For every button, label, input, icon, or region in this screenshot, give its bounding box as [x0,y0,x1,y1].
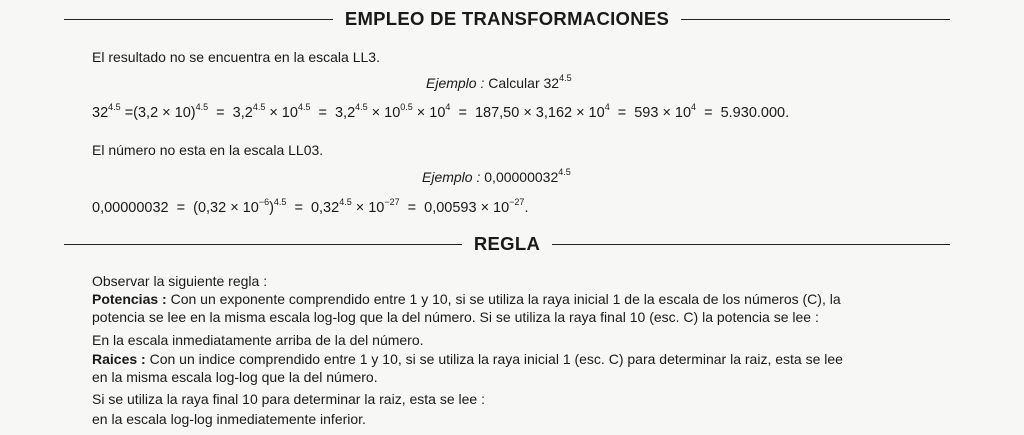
eq-term: 32 [92,105,109,121]
eq-exp: −27 [509,197,525,207]
eq-term: 10 [588,105,605,121]
eq-term: =(3,2 [124,105,159,121]
eq-term: 187,50 [474,105,520,121]
heading-rule-right [552,244,950,245]
potencias-line-3: En la escala inmediatamente arriba de la del número. [92,332,424,348]
eq-term: ) [269,200,274,216]
equals-sign: = [294,200,303,216]
eq-term: 10 [493,200,510,216]
times-sign: × [162,105,171,121]
eq-exp: −6 [258,197,270,207]
eq-exp: 4.5 [297,102,311,112]
times-sign: × [523,105,532,121]
potencias-line-1 [92,290,841,308]
eq-exp: 4.5 [273,197,287,207]
eq-term: 0,32 [310,200,340,216]
raices-line-3: Si se utiliza la raya final 10 para determinar la raiz, esta se lee : [92,391,485,407]
eq-exp: 4.5 [355,102,368,112]
eq-term: 593 [634,105,659,121]
example-1 [426,74,572,92]
example-exponent: 4.5 [558,167,571,177]
equation-2 [92,199,528,217]
equation-1 [92,104,789,122]
equals-sign: = [318,105,327,121]
paragraph-ll3: El resultado no se encuentra en la escala LL3. [92,49,380,65]
times-sign: × [355,200,365,216]
section-title: REGLA [473,233,541,254]
example-colon: : [480,75,485,91]
raices-line-2: en la misma escala log-log que la del número. [92,369,378,385]
section-title: EMPLEO DE TRANSFORMACIONES [344,8,670,29]
eq-exp: 4 [604,102,610,112]
eq-exp: 4.5 [252,102,266,112]
eq-term: . [524,200,529,216]
times-sign: × [230,200,239,216]
eq-term: 10 [429,105,446,121]
example-2 [422,168,571,186]
eq-exp: 4.5 [339,197,352,207]
equals-sign: = [704,105,713,121]
eq-term: 5.930.000. [720,105,790,121]
eq-term: 0,00000032 [92,200,169,216]
eq-term: 3,162 [535,105,573,121]
eq-exp: 4 [691,102,697,112]
equals-sign: = [407,200,417,216]
section-heading-regla [64,233,950,255]
eq-term: (0,32 [193,200,227,216]
eq-exp: 4 [445,102,451,112]
eq-term: 10 [368,200,385,216]
example-label: Ejemplo [426,75,477,91]
eq-term: 10 [242,200,259,216]
equals-sign: = [176,200,186,216]
eq-term: 3,2 [334,105,356,121]
eq-exp: 4.5 [108,102,121,112]
times-sign: × [662,105,671,121]
eq-term: 10 [384,105,401,121]
potencias-label: Potencias : [92,291,167,307]
example-label: Ejemplo [422,169,473,185]
times-sign: × [371,105,381,121]
eq-term: 3,2 [232,105,253,121]
example-text: Calcular 32 [488,75,560,91]
heading-rule-left [64,19,333,20]
raices-line-4: en la escala log-log inmediatemente inferior. [92,411,366,427]
times-sign: × [576,105,585,121]
eq-exp: 4.5 [195,102,209,112]
example-colon: : [476,169,481,185]
regla-intro: Observar la siguiente regla : [92,273,268,289]
eq-term: 10 [281,105,298,121]
eq-term: 0,00593 [424,200,477,216]
eq-exp: −27 [384,197,400,207]
times-sign: × [480,200,490,216]
equals-sign: = [617,105,627,121]
eq-exp: 0.5 [400,102,413,112]
potencias-line-2: potencia se lee en la misma escala log-log que la del número. Si se utiliza la raya final 10 (esc. C) la potencia se lee : [92,309,819,325]
times-sign: × [416,105,426,121]
raices-text: Con un indice comprendido entre 1 y 10, si se utiliza la raya inicial 1 (esc. C) para determinar la raiz, esta se lee [149,351,843,367]
section-heading-transformaciones [64,8,950,30]
potencias-text: Con un exponente comprendido entre 1 y 10, si se utiliza la raya inicial 1 de la escala de los números (C), la [170,291,841,307]
raices-line-1 [92,350,843,368]
heading-rule-right [681,19,950,20]
eq-term: 10) [174,105,196,121]
equals-sign: = [458,105,467,121]
example-text: 0,00000032 [484,169,559,185]
example-exponent: 4.5 [559,73,572,83]
equals-sign: = [216,105,225,121]
heading-rule-left [64,244,462,245]
raices-label: Raices : [92,351,146,367]
paragraph-ll03: El número no esta en la escala LL03. [92,142,324,158]
times-sign: × [269,105,278,121]
eq-term: 10 [674,105,692,121]
